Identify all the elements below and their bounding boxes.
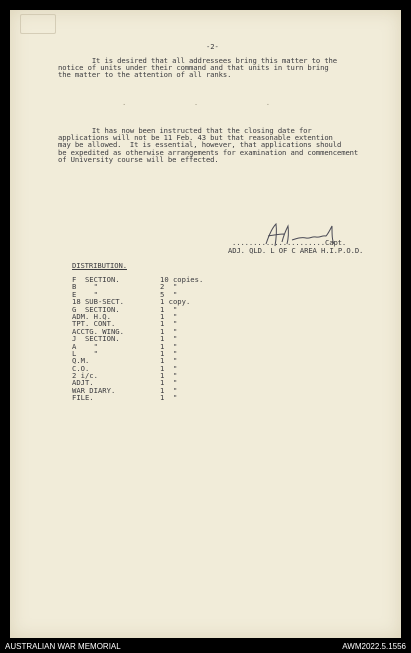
unit-name: 18 SUB-SECT. bbox=[72, 297, 124, 307]
signature-line: ......................Capt. bbox=[232, 238, 347, 247]
unit-name: TPT. CONT. bbox=[72, 319, 116, 329]
copy-count: 1 copy. bbox=[160, 297, 191, 307]
unit-name: 2 i/c. bbox=[72, 371, 98, 381]
unit-name: E " bbox=[72, 289, 98, 299]
copy-count: 1 " bbox=[160, 326, 178, 336]
copy-count: 10 copies. bbox=[160, 275, 204, 284]
unit-name: ACCTG. WING. bbox=[72, 326, 124, 336]
copy-count: 5 " bbox=[160, 289, 178, 299]
copy-count: 1 " bbox=[160, 319, 178, 329]
unit-name: C.O. bbox=[72, 363, 90, 373]
copy-count: 1 " bbox=[160, 371, 178, 381]
copy-count: 1 " bbox=[160, 304, 178, 314]
stamp-mark bbox=[20, 14, 56, 34]
footer-reference: AWM2022.5.1556 bbox=[342, 642, 406, 651]
copy-count: 1 " bbox=[160, 393, 178, 403]
signatory-office: ADJ. QLD. L OF C AREA H.I.P.O.D. bbox=[228, 246, 364, 255]
copy-count: 1 " bbox=[160, 334, 178, 344]
unit-name: F SECTION. bbox=[72, 275, 120, 284]
copy-count: 1 " bbox=[160, 356, 178, 366]
document-page bbox=[10, 10, 401, 638]
separator-dots: . . . bbox=[122, 98, 270, 107]
unit-name: ADJT. bbox=[72, 378, 94, 388]
unit-name: G SECTION. bbox=[72, 304, 120, 314]
unit-name: ADM. H.Q. bbox=[72, 311, 111, 321]
unit-name: Q.M. bbox=[72, 356, 90, 366]
page-number: -2- bbox=[206, 42, 219, 51]
copy-count: 1 " bbox=[160, 341, 178, 351]
unit-name: A " bbox=[72, 341, 98, 351]
copy-count: 1 " bbox=[160, 311, 178, 321]
copy-count: 1 " bbox=[160, 363, 178, 373]
archive-footer bbox=[0, 640, 411, 653]
paragraph-1: It is desired that all addressees bring this matter to the notice of units under their command and that units in turn bring the matter to the attention of all ranks. bbox=[58, 56, 337, 80]
unit-name: WAR DIARY. bbox=[72, 385, 116, 395]
copy-count: 1 " bbox=[160, 385, 178, 395]
unit-name: B " bbox=[72, 282, 98, 292]
copy-count: 1 " bbox=[160, 348, 178, 358]
footer-institution: AUSTRALIAN WAR MEMORIAL bbox=[5, 642, 121, 651]
copy-count: 2 " bbox=[160, 282, 178, 292]
copy-count: 1 " bbox=[160, 378, 178, 388]
unit-name: L " bbox=[72, 348, 98, 358]
unit-name: FILE. bbox=[72, 393, 94, 403]
unit-name: J SECTION. bbox=[72, 334, 120, 344]
distribution-heading: DISTRIBUTION. bbox=[72, 261, 127, 270]
paragraph-2: It has now been instructed that the closing date for applications will not be 11 Feb. 43 but that reasonable extention may be allowed. It is essential, however, that applications should be expedited as otherwise arrangements for examination and commencement of University course will be effected. bbox=[58, 126, 359, 164]
